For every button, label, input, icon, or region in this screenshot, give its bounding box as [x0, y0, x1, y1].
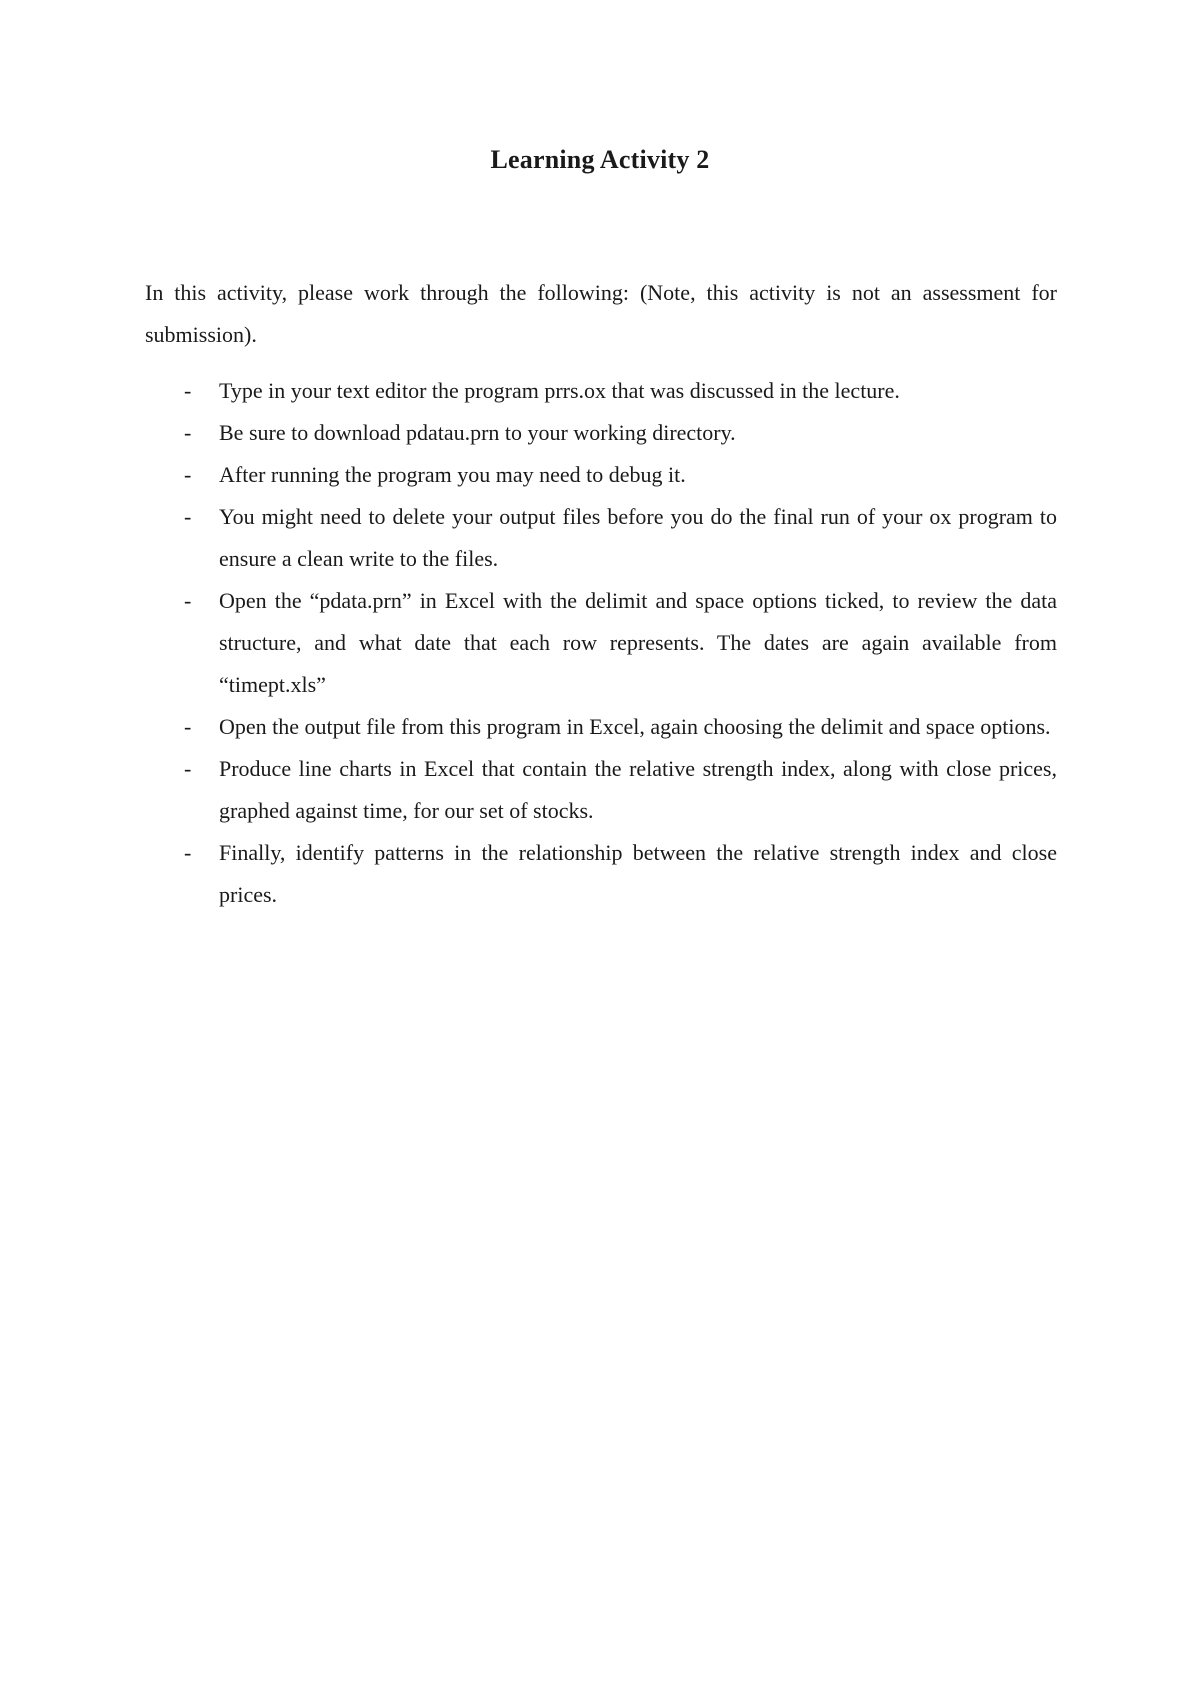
- list-item-text: Type in your text editor the program prrs.ox that was discussed in the lecture.: [219, 378, 900, 403]
- list-item-text: Produce line charts in Excel that contain the relative strength index, along with close prices, graphed against time, for our set of stocks.: [219, 756, 1057, 823]
- list-item: [145, 412, 1057, 454]
- bullet-dash: -: [184, 756, 192, 781]
- page-title: Learning Activity 2: [490, 145, 710, 174]
- bullet-dash: -: [184, 420, 192, 445]
- list-item: [145, 832, 1057, 916]
- bullet-dash: -: [184, 462, 192, 487]
- list-item-text: Open the output file from this program in Excel, again choosing the delimit and space options.: [219, 714, 1051, 739]
- list-item-text: Finally, identify patterns in the relationship between the relative strength index and close prices.: [219, 840, 1057, 907]
- list-item: [145, 748, 1057, 832]
- list-item-text: Be sure to download pdatau.prn to your working directory.: [219, 420, 736, 445]
- list-item: [145, 454, 1057, 496]
- bullet-dash: -: [184, 588, 192, 613]
- list-item-text: Open the “pdata.prn” in Excel with the delimit and space options ticked, to review the data structure, and what date that each row represents. The dates are again available from “timept.xls”: [219, 588, 1057, 697]
- list-item: [145, 706, 1057, 748]
- bullet-dash: -: [184, 504, 192, 529]
- bullet-dash: -: [184, 378, 192, 403]
- bullet-dash: -: [184, 714, 192, 739]
- list-item: [145, 370, 1057, 412]
- list-item: [145, 580, 1057, 706]
- activity-list: [145, 370, 1057, 916]
- intro-paragraph: In this activity, please work through the following: (Note, this activity is not an assessment for submission).: [145, 280, 1057, 347]
- list-item-text: After running the program you may need to debug it.: [219, 462, 686, 487]
- list-item: [145, 496, 1057, 580]
- bullet-dash: -: [184, 840, 192, 865]
- list-item-text: You might need to delete your output files before you do the final run of your ox program to ensure a clean write to the files.: [219, 504, 1057, 571]
